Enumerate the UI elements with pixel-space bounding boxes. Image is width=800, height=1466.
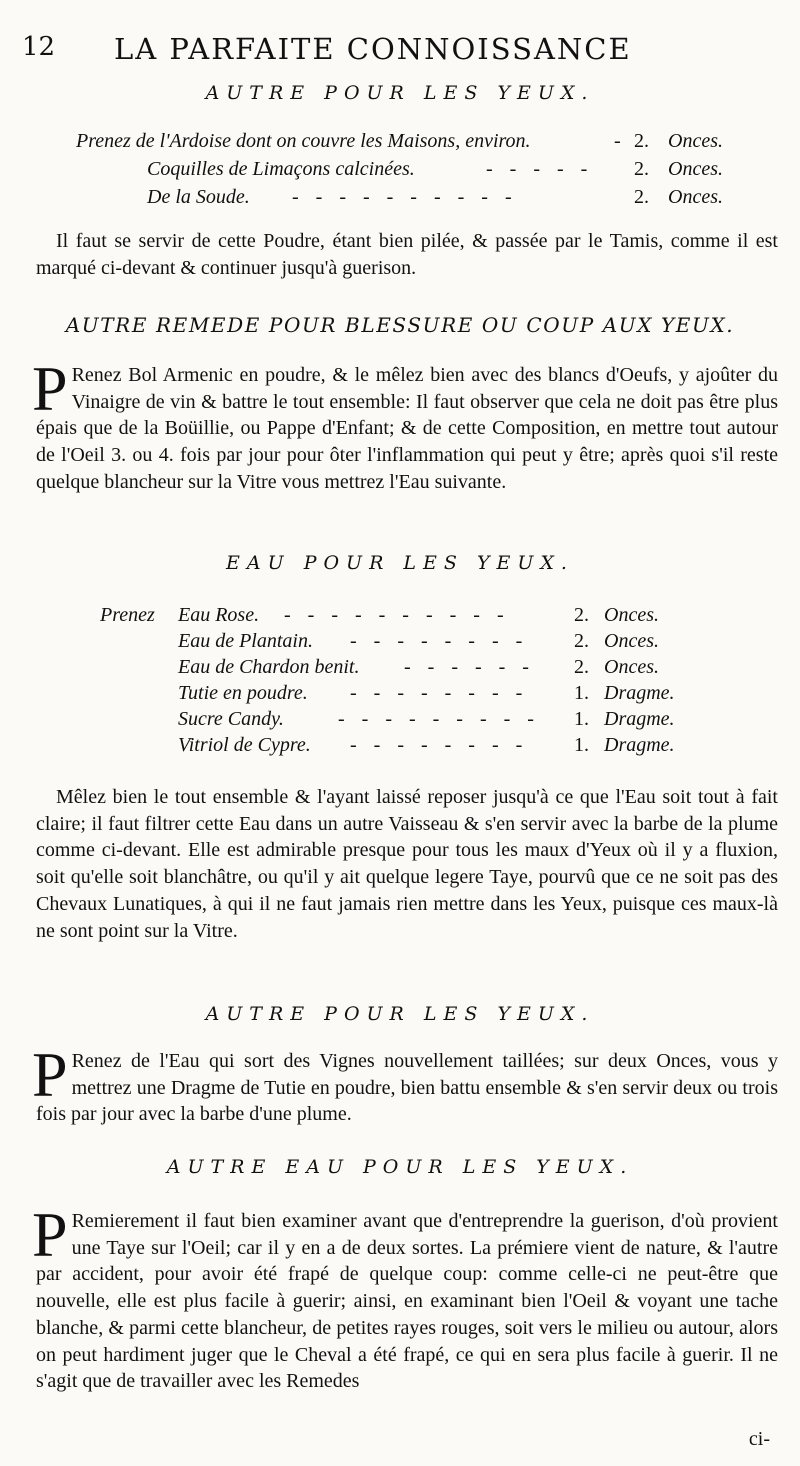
ingredient-dots: - - - - - - - -	[350, 734, 529, 756]
paragraph-text: Renez de l'Eau qui sort des Vignes nouvellement taillées; sur deux Onces, vous y mettrez une Dragme de Tutie en poudre, bien battu ensemble & s'en servir deux ou trois fois par jour avec la barbe d'une plume.	[36, 1050, 778, 1126]
prenez-label: Prenez	[100, 604, 155, 626]
ingredient-unit: Dragme.	[604, 708, 675, 730]
drop-cap: P	[32, 353, 68, 424]
ingredient-name: Eau Rose.	[178, 604, 260, 626]
ingredient-dots: - - - - - - - -	[350, 630, 529, 652]
ingredient-qty: 1.	[574, 708, 589, 730]
ingredient-dots: - - - - - - - - - -	[284, 604, 510, 626]
ingredient-unit: Dragme.	[604, 734, 675, 756]
ingredient-name: Sucre Candy.	[178, 708, 284, 730]
section-title: AUTRE EAU POUR LES YEUX.	[166, 1156, 634, 1178]
page-header	[22, 18, 782, 68]
section-title: AUTRE POUR LES YEUX.	[205, 82, 595, 104]
ingredient-unit: Onces.	[604, 630, 659, 652]
ingredient-name: De la Soude.	[147, 186, 250, 208]
ingredient-qty: 1.	[574, 682, 589, 704]
ingredient-dots: - - - - - -	[404, 656, 535, 678]
ingredient-dots: -	[614, 130, 627, 152]
paragraph	[32, 1039, 778, 1128]
drop-cap: P	[32, 1039, 68, 1110]
drop-cap: P	[32, 1199, 68, 1270]
paragraph: Mêlez bien le tout ensemble & l'ayant laissé reposer jusqu'à ce que l'Eau soit tout à fait claire; il faut filtrer cette Eau dans un autre Vaisseau & s'en servir avec la barbe de la plume comme ci-devant. Elle est admirable presque pour tous les maux d'Yeux où il y a fluxion, soit qu'elle soit blanchâtre, ou qu'il y ait quelque legere Taye, pourvû que ce ne soit pas des Chevaux Lunatiques, à qui il ne faut jamais rien mettre dans les Yeux, puisque ces maux-là ne sont point sur la Vitre.	[36, 786, 778, 942]
paragraph-text: Remierement il faut bien examiner avant que d'entreprendre la guerison, d'où provient une Taye sur l'Oeil; car il y en a de deux sortes. La prémiere vient de nature, & l'autre par accident, pour avoir été frapé de quelque coup: comme celle-ci ne peut-être que nouvelle, elle est plus facile à guerir; ainsi, en examinant bien l'Oeil & voyant une tache blanche, & parmi cette blancheur, de petites rayes rouges, soit vers le milieu ou autour, alors on peut hardiment juger que le Cheval a été frapé, ce qui en sera plus facile à guerir. Il ne s'agit que de travailler avec les Remedes	[36, 1210, 778, 1393]
ingredient-name: Coquilles de Limaçons calcinées.	[147, 158, 415, 180]
ingredient-unit: Dragme.	[604, 682, 675, 704]
ingredient-name: Vitriol de Cypre.	[178, 734, 311, 756]
section-title: AUTRE REMEDE POUR BLESSURE OU COUP AUX YEUX.	[65, 313, 735, 337]
paragraph	[32, 353, 778, 496]
ingredient-dots: - - - - -	[486, 158, 594, 180]
ingredient-unit: Onces.	[668, 130, 723, 152]
paragraph-text: Renez Bol Armenic en poudre, & le mêlez bien avec des blancs d'Oeufs, y ajoûter du Vinaigre de vin & battre le tout ensemble: Il faut observer que cela ne doit pas être plus épais que de la Boüillie, ou Pappe d'Enfant; & de cette Composition, en mettre tout autour de l'Oeil 3. ou 4. fois par jour pour ôter l'inflammation qui peut y être; après quoi s'il reste quelque blancheur sur la Vitre vous mettrez l'Eau suivante.	[36, 364, 778, 493]
ingredient-name: Prenez de l'Ardoise dont on couvre les Maisons, environ.	[76, 130, 531, 152]
ingredient-dots: - - - - - - - -	[350, 682, 529, 704]
paragraph	[32, 1199, 778, 1395]
ingredient-name: Eau de Plantain.	[178, 630, 313, 652]
running-title: LA PARFAITE CONNOISSANCE	[114, 32, 632, 66]
page-number: 12	[22, 32, 56, 62]
ingredient-unit: Onces.	[668, 158, 723, 180]
catchword: ci-	[748, 1428, 770, 1450]
section-title: AUTRE POUR LES YEUX.	[205, 1003, 595, 1025]
ingredient-dots: - - - - - - - - - -	[292, 186, 518, 208]
ingredient-unit: Onces.	[604, 656, 659, 678]
ingredient-qty: 2.	[634, 130, 649, 152]
section-title: EAU POUR LES YEUX.	[226, 552, 574, 574]
ingredient-name: Tutie en poudre.	[178, 682, 308, 704]
ingredient-qty: 2.	[634, 186, 649, 208]
ingredient-qty: 2.	[574, 604, 589, 626]
ingredient-unit: Onces.	[668, 186, 723, 208]
ingredient-qty: 2.	[574, 630, 589, 652]
ingredient-name: Eau de Chardon benit.	[178, 656, 360, 678]
ingredient-qty: 1.	[574, 734, 589, 756]
ingredient-dots: - - - - - - - - -	[338, 708, 540, 730]
ingredient-unit: Onces.	[604, 604, 659, 626]
ingredient-qty: 2.	[634, 158, 649, 180]
paragraph: Il faut se servir de cette Poudre, étant bien pilée, & passée par le Tamis, comme il est marqué ci-devant & continuer jusqu'à guerison.	[36, 230, 778, 279]
ingredient-qty: 2.	[574, 656, 589, 678]
